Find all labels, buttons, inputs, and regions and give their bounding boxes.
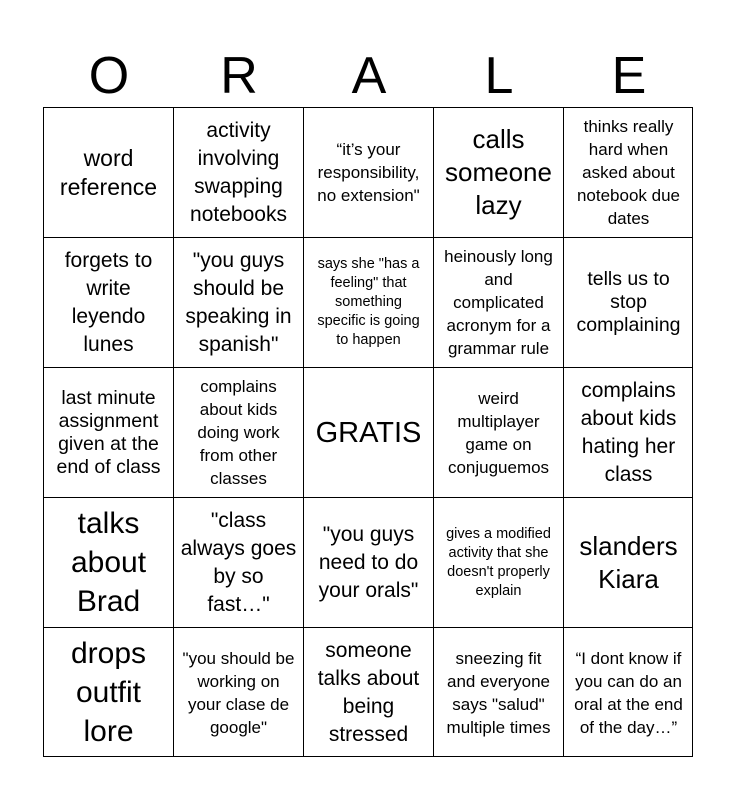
bingo-cell-r3c5[interactable] [563, 367, 693, 497]
bingo-cell-r5c2[interactable] [173, 627, 303, 757]
cell-text: calls someone lazy [445, 124, 552, 220]
bingo-cell-r2c1[interactable] [43, 237, 173, 367]
header-letter-2: R [220, 47, 258, 105]
cell-text: someone talks about being stressed [317, 638, 420, 746]
bingo-cell-r4c4[interactable] [433, 497, 563, 627]
cell-text: "you should be working on your clase de google" [182, 648, 295, 737]
cell-text: complains about kids doing work from other classes [197, 377, 280, 488]
cell-text: drops outfit lore [70, 637, 147, 748]
bingo-cell-r1c3[interactable] [303, 107, 433, 237]
cell-text: word reference [59, 144, 158, 200]
cell-text: complains about kids hating her class [580, 378, 677, 486]
cell-text: "you guys need to do your orals" [318, 522, 419, 602]
cell-text: slanders Kiara [579, 530, 678, 594]
cell-text: "class always goes by so fast…" [180, 508, 297, 616]
cell-text: activity involving swapping notebooks [190, 118, 287, 226]
cell-text: weird multiplayer game on conjuguemos [447, 388, 550, 477]
bingo-cell-r3c4[interactable] [433, 367, 563, 497]
bingo-cell-r1c1[interactable] [43, 107, 173, 237]
bingo-cell-r2c2[interactable] [173, 237, 303, 367]
bingo-cell-r4c5[interactable] [563, 497, 693, 627]
header-letter-4: L [484, 47, 514, 105]
cell-text: talks about Brad [70, 507, 147, 618]
bingo-cell-r5c5[interactable] [563, 627, 693, 757]
header-letter-3: A [351, 47, 387, 105]
bingo-cell-r2c3[interactable] [303, 237, 433, 367]
bingo-cell-r1c5[interactable] [563, 107, 693, 237]
cell-text: "you guys should be speaking in spanish" [185, 248, 292, 356]
bingo-cell-r3c2[interactable] [173, 367, 303, 497]
bingo-cell-r3c1[interactable] [43, 367, 173, 497]
bingo-cell-r5c1[interactable] [43, 627, 173, 757]
cell-text: says she "has a feeling" that something specific is going to happen [317, 256, 420, 348]
header-letter-1: O [88, 47, 130, 105]
bingo-grid [43, 107, 693, 757]
cell-text: thinks really hard when asked about notebook due dates [576, 117, 681, 228]
bingo-cell-r4c3[interactable] [303, 497, 433, 627]
bingo-cell-r1c2[interactable] [173, 107, 303, 237]
cell-text: gives a modified activity that she doesn't properly explain [446, 525, 551, 599]
cell-text: “it’s your responsibility, no extension" [317, 140, 420, 205]
bingo-cell-r4c1[interactable] [43, 497, 173, 627]
header-letter-5: E [611, 47, 647, 105]
bingo-header [44, 44, 694, 108]
bingo-cell-free[interactable] [303, 367, 433, 497]
cell-text: tells us to stop complaining [576, 268, 681, 336]
bingo-cell-r1c4[interactable] [433, 107, 563, 237]
cell-text: sneezing fit and everyone says "salud" multiple times [446, 648, 551, 737]
cell-text: “I dont know if you can do an oral at the end of the day…” [574, 648, 683, 737]
bingo-cell-r4c2[interactable] [173, 497, 303, 627]
cell-text: forgets to write leyendo lunes [64, 248, 153, 356]
bingo-cell-r5c3[interactable] [303, 627, 433, 757]
cell-text: heinously long and complicated acronym for a grammar rule [444, 247, 553, 358]
cell-text: last minute assignment given at the end of class [56, 386, 161, 478]
bingo-cell-r2c4[interactable] [433, 237, 563, 367]
bingo-cell-r5c4[interactable] [433, 627, 563, 757]
bingo-cell-r2c5[interactable] [563, 237, 693, 367]
cell-text: GRATIS [315, 416, 422, 449]
